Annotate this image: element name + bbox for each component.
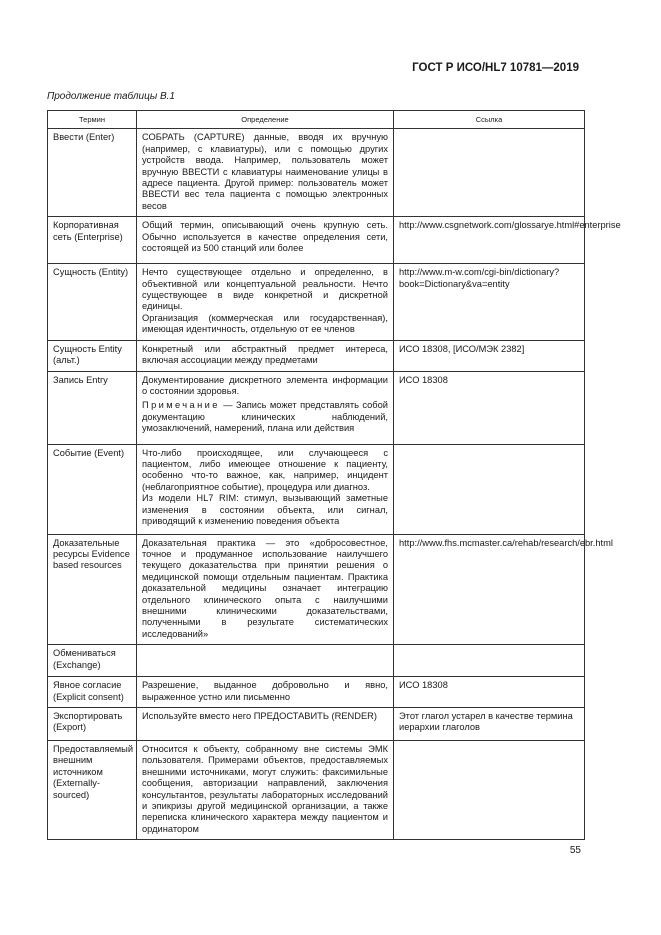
definition-paragraph: Нечто существующее отдельно и определенно, в объективной или концептуальной реальности. Нечто существующее в виде конкретной и дискретной единицы.: [142, 267, 388, 312]
column-header-term: Термин: [48, 111, 137, 129]
page-number: 55: [569, 845, 581, 856]
table-caption: Продолжение таблицы В.1: [47, 91, 175, 102]
term-cell: Экспортировать (Export): [48, 707, 137, 740]
definition-cell: СОБРАТЬ (CAPTURE) данные, вводя их вручную (например, с клавиатуры), или с помощью других устройств ввода. Например, пользователь может вручную ВВЕСТИ с клавиатуры наименование улицы в адресе пациента. Другой пример: пользователь может ВВЕСТИ вес тела пациента с помощью электронных весов: [137, 129, 394, 217]
table-row: [48, 707, 585, 740]
table-row: [48, 371, 585, 444]
term-cell: Событие (Event): [48, 444, 137, 534]
definition-paragraph: Документирование дискретного элемента информации о состоянии здоровья.: [142, 374, 388, 396]
reference-cell: ИСО 18308: [394, 371, 585, 444]
table-row: [48, 645, 585, 677]
term-cell: Сущность (Entity): [48, 264, 137, 340]
definition-cell: Относится к объекту, собранному вне системы ЭМК пользователя. Примерами объектов, предоставляемых внешними источниками, могут служить: факсимильные сообщения, авторизации направлений, заключения консультантов, результаты лабораторных исследований и эпикризы другой медицинской организации, а также переписка клинического характера между пациентом и ординатором: [137, 740, 394, 839]
definition-cell: [137, 645, 394, 677]
term-cell: Доказательные ресурсы Evidence based resources: [48, 534, 137, 645]
term-cell: Явное согласие (Explicit consent): [48, 677, 137, 708]
term-cell: Запись Entry: [48, 371, 137, 444]
reference-cell: [394, 740, 585, 839]
standard-code: ГОСТ Р ИСО/HL7 10781—2019: [412, 62, 579, 74]
reference-cell: [394, 444, 585, 534]
definition-cell: Общий термин, описывающий очень крупную сеть. Обычно используется в качестве определения сети, состоящей из 500 станций или более: [137, 217, 394, 264]
glossary-table: [47, 110, 621, 840]
definition-cell: Используйте вместо него ПРЕДОСТАВИТЬ (RENDER): [137, 707, 394, 740]
table-header-row: [48, 111, 585, 129]
term-cell: Ввести (Enter): [48, 129, 137, 217]
column-header-reference: Ссылка: [394, 111, 585, 129]
definition-cell: [137, 264, 394, 340]
table-row: [48, 264, 585, 340]
definition-cell: [137, 444, 394, 534]
term-cell: Обмениваться (Exchange): [48, 645, 137, 677]
note-text: — Запись может представлять собой документацию клинических наблюдений, умозаключений, намерений, плана или действия: [142, 400, 388, 434]
definition-paragraph: Организация (коммерческая или государственная), имеющая идентичность, отдельную от ее членов: [142, 312, 388, 335]
definition-paragraph: Что-либо происходящее, или случающееся с пациентом, либо имеющее отношение к пациенту, особенно что-то важное, как, например, инцидент (неблагоприятное событие), процедура или диагноз.: [142, 447, 388, 492]
table-row: [48, 129, 585, 217]
term-cell: Сущность Entity (альт.): [48, 340, 137, 371]
definition-cell: Разрешение, выданное добровольно и явно, выраженное устно или письменно: [137, 677, 394, 708]
term-cell: Предоставляемый внешним источником (Externally-sourced): [48, 740, 137, 839]
reference-cell: [394, 645, 585, 677]
definition-cell: Конкретный или абстрактный предмет интереса, включая ассоциации между предметами: [137, 340, 394, 371]
definition-cell: [137, 371, 394, 444]
table-row: [48, 444, 585, 534]
term-cell: Корпоративная сеть (Enterprise): [48, 217, 137, 264]
definition-cell: Доказательная практика — это «добросовестное, точное и продуманное использование наилучшего текущего доказательства при принятии решения о медицинской помощи отдельным пациентам. Практика доказательной медицины означает интеграцию отдельного клинического опыта с наилучшими внешними клиническими доказательствами, полученными в результате систематических исследований»: [137, 534, 394, 645]
reference-cell: http://www.csgnetwork.com/glossarye.html#enterprise: [394, 217, 585, 264]
table-row: [48, 340, 585, 371]
note-label: Примечание: [142, 400, 220, 411]
reference-cell: http://www.fhs.mcmaster.ca/rehab/research/ebr.html: [394, 534, 585, 645]
reference-cell: [394, 129, 585, 217]
reference-cell: http://www.m-w.com/cgi-bin/dictionary?book=Dictionary&va=entity: [394, 264, 585, 340]
definition-paragraph: Из модели HL7 RIM: стимул, вызывающий заметные изменения в состоянии объекта, или сигнал, приводящий к изменению поведения объекта: [142, 493, 388, 526]
reference-cell: ИСО 18308, [ИСО/МЭК 2382]: [394, 340, 585, 371]
table-row: [48, 534, 585, 645]
reference-cell: Этот глагол устарел в качестве термина иерархии глаголов: [394, 707, 585, 740]
reference-cell: ИСО 18308: [394, 677, 585, 708]
table-row: [48, 740, 585, 839]
table-row: [48, 217, 585, 264]
table-row: [48, 677, 585, 708]
column-header-definition: Определение: [137, 111, 394, 129]
